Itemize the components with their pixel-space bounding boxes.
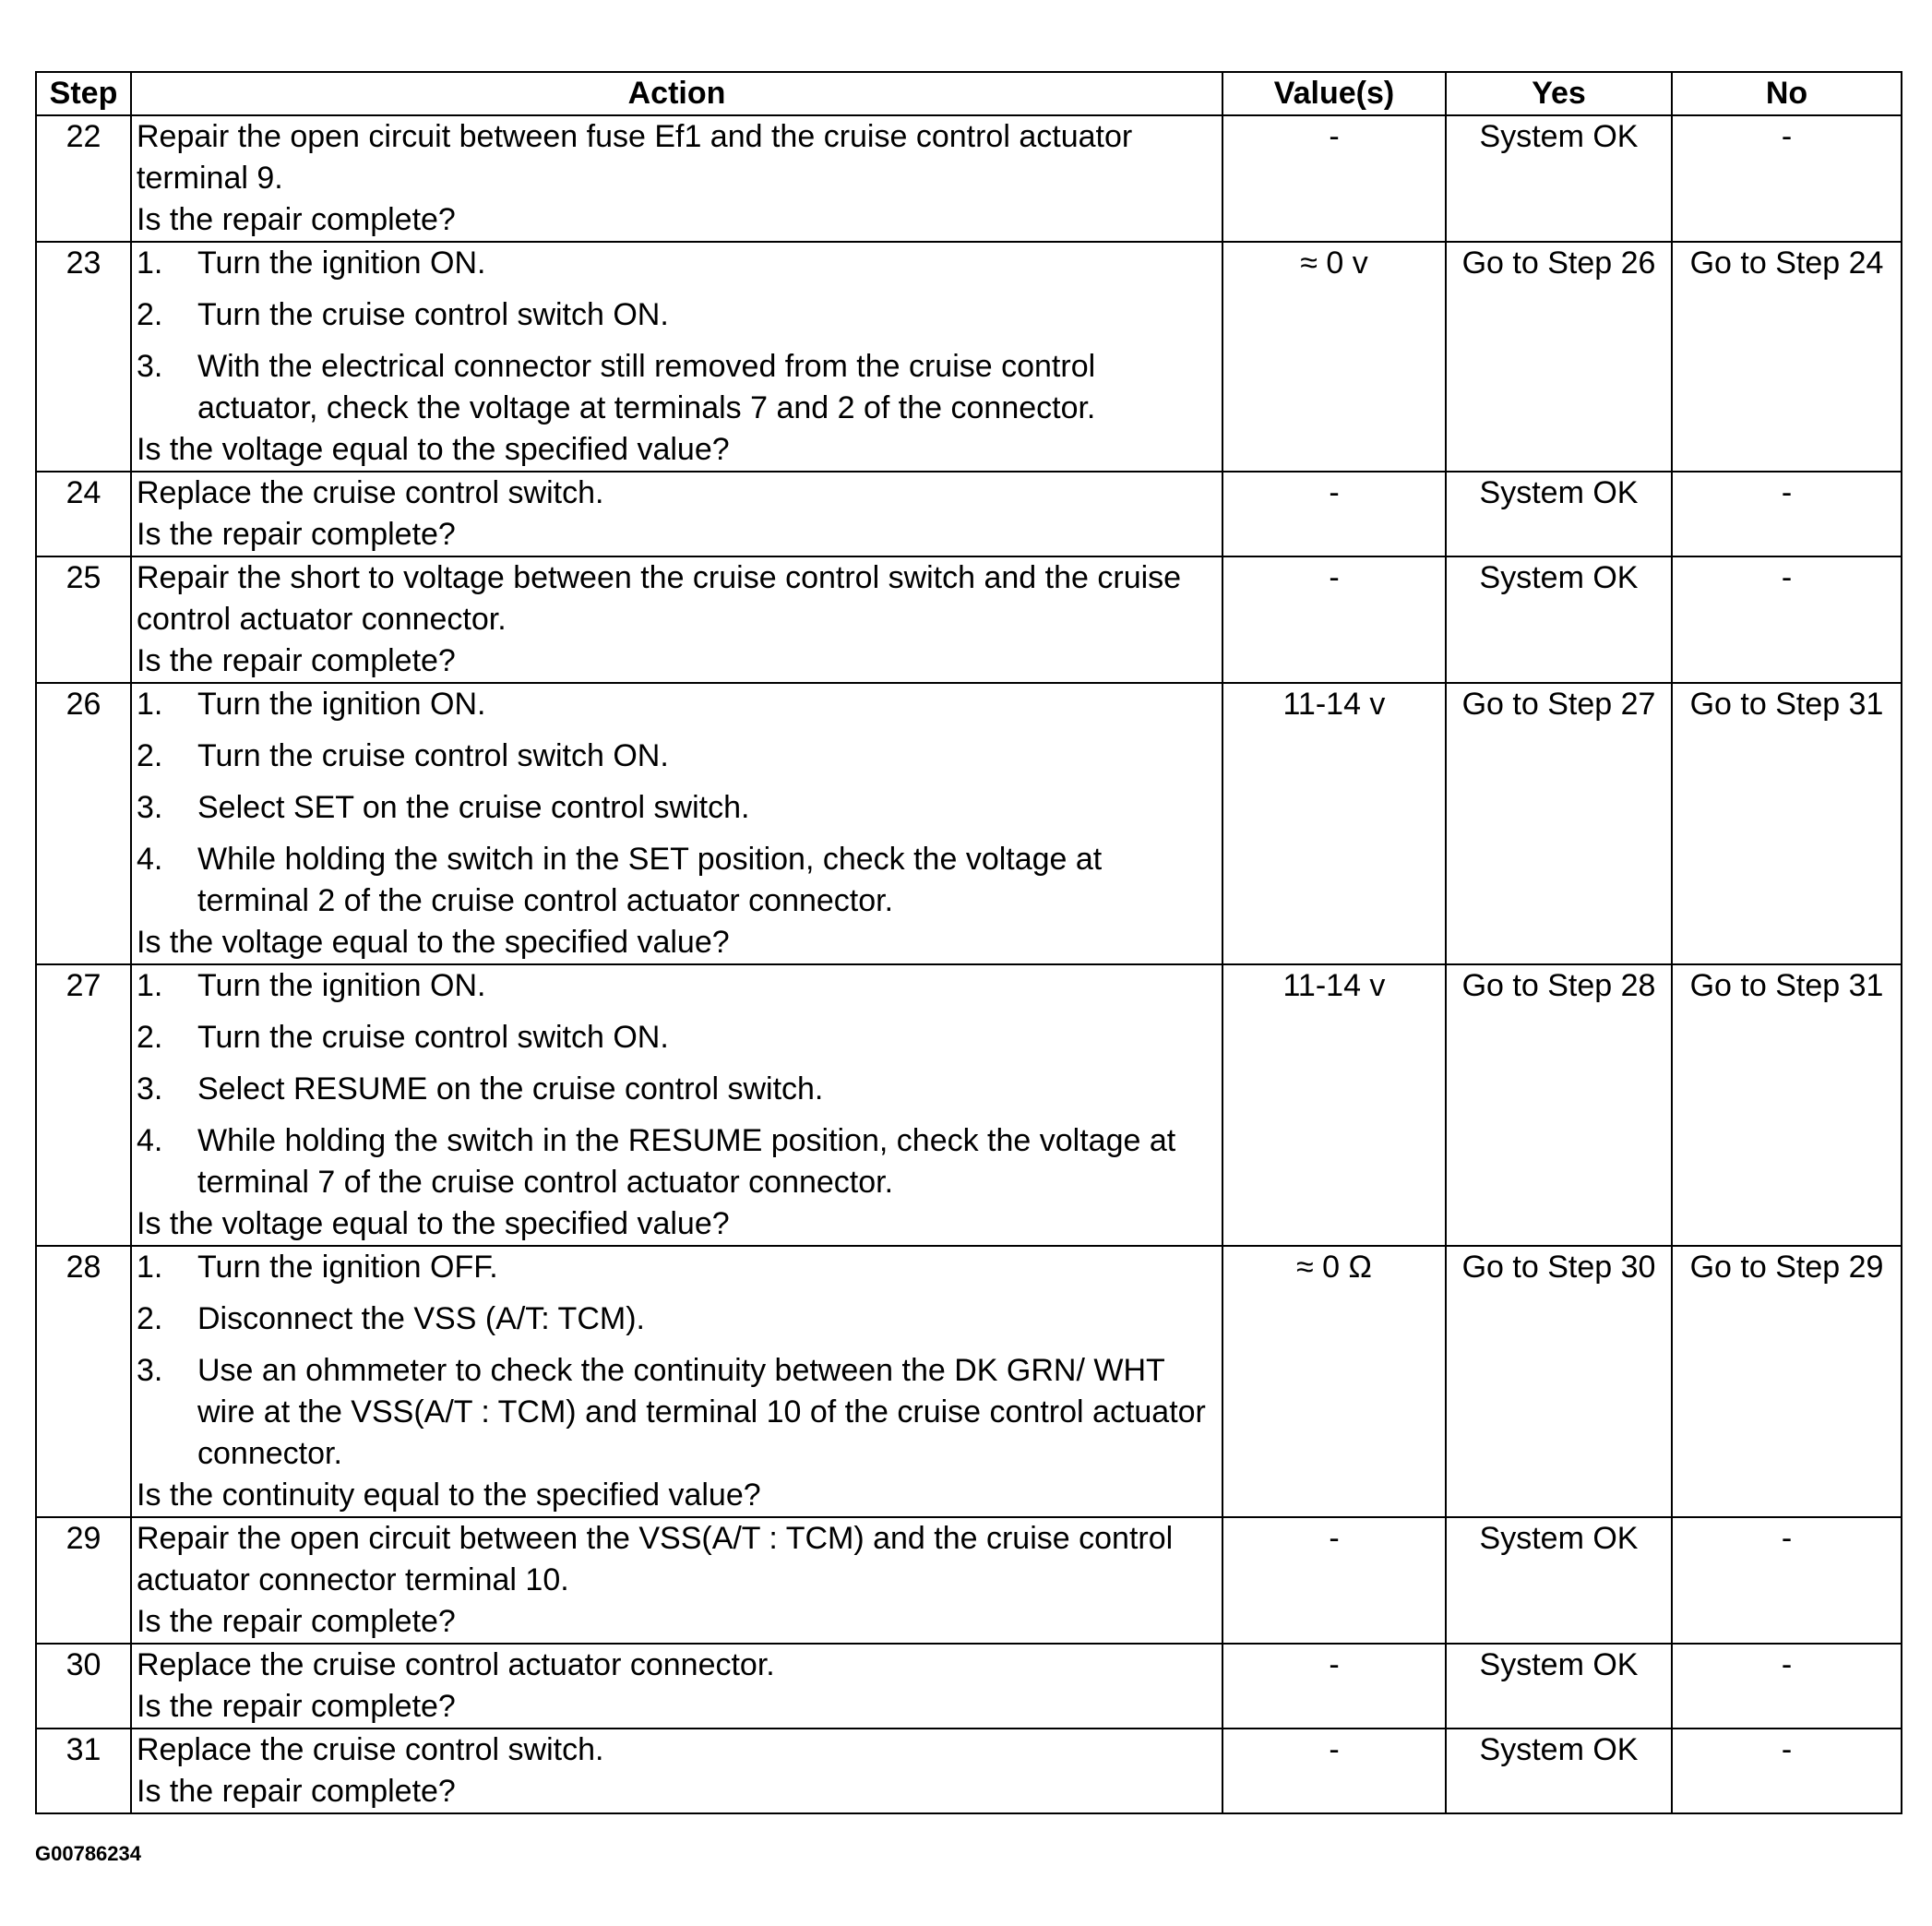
table-row [36,1644,1902,1729]
no-cell: Go to Step 31 [1672,683,1902,964]
item-text: Disconnect the VSS (A/T: TCM). [197,1301,645,1336]
header-yes: Yes [1446,72,1672,115]
action-question: Is the voltage equal to the specified value? [137,1206,730,1241]
no-cell: - [1672,1517,1902,1644]
yes-cell: System OK [1446,1517,1672,1644]
step-number: 31 [36,1729,131,1813]
table-body [36,115,1902,1813]
action-step-item [137,1298,1217,1340]
item-text: Turn the cruise control switch ON. [197,1020,669,1055]
action-step-item [137,1069,1217,1110]
yes-cell: System OK [1446,556,1672,683]
action-step-item [137,243,1217,284]
action-question: Is the voltage equal to the specified value? [137,925,730,960]
action-cell [131,472,1222,556]
value-cell: - [1222,1517,1446,1644]
yes-cell: Go to Step 27 [1446,683,1672,964]
action-step-item [137,1120,1217,1203]
table-row [36,683,1902,964]
table-row [36,1729,1902,1813]
action-cell [131,1517,1222,1644]
item-number: 4. [137,842,163,877]
action-line: Is the repair complete? [137,1774,456,1809]
item-text: Turn the ignition ON. [197,245,486,281]
item-text: Use an ohmmeter to check the continuity between the DK GRN/ WHT wire at the VSS(A/T : TCM) and terminal 10 of the cruise control actuator connector. [197,1353,1206,1471]
yes-cell: System OK [1446,115,1672,242]
action-line: Replace the cruise control switch. [137,1732,604,1767]
value-cell: ≈ 0 v [1222,242,1446,472]
item-number: 3. [137,790,163,825]
item-number: 1. [137,245,163,281]
step-number: 23 [36,242,131,472]
header-step: Step [36,72,131,115]
value-cell: - [1222,1729,1446,1813]
item-text: While holding the switch in the RESUME position, check the voltage at terminal 7 of the cruise control actuator connector. [197,1123,1176,1200]
action-line: Is the repair complete? [137,202,456,237]
action-line: Repair the open circuit between fuse Ef1 and the cruise control actuator terminal 9. [137,119,1133,196]
step-number: 30 [36,1644,131,1729]
action-line: Repair the short to voltage between the cruise control switch and the cruise control actuator connector. [137,560,1182,637]
yes-cell: Go to Step 26 [1446,242,1672,472]
yes-cell: System OK [1446,1729,1672,1813]
action-cell [131,1729,1222,1813]
table-row [36,115,1902,242]
no-cell: - [1672,472,1902,556]
yes-cell: System OK [1446,472,1672,556]
value-cell: - [1222,1644,1446,1729]
item-number: 2. [137,297,163,332]
no-cell: - [1672,1644,1902,1729]
item-number: 2. [137,738,163,773]
action-line: Replace the cruise control switch. [137,475,604,510]
item-number: 1. [137,1250,163,1285]
header-no: No [1672,72,1902,115]
item-number: 4. [137,1123,163,1158]
action-line: Is the repair complete? [137,517,456,552]
item-number: 2. [137,1020,163,1055]
step-number: 26 [36,683,131,964]
action-step-item [137,736,1217,777]
action-line: Replace the cruise control actuator connector. [137,1647,775,1682]
action-cell [131,1644,1222,1729]
action-question: Is the continuity equal to the specified value? [137,1477,761,1513]
item-text: While holding the switch in the SET position, check the voltage at terminal 2 of the cruise control actuator connector. [197,842,1103,918]
value-cell: - [1222,472,1446,556]
value-cell: 11-14 v [1222,683,1446,964]
item-number: 2. [137,1301,163,1336]
header-row [36,72,1902,115]
no-cell: - [1672,1729,1902,1813]
value-cell: ≈ 0 Ω [1222,1246,1446,1517]
item-number: 1. [137,968,163,1003]
diagnostic-table [35,71,1902,1814]
action-cell [131,1246,1222,1517]
header-action: Action [131,72,1222,115]
header-values: Value(s) [1222,72,1446,115]
no-cell: Go to Step 29 [1672,1246,1902,1517]
action-step-item [137,684,1217,725]
item-text: Select SET on the cruise control switch. [197,790,750,825]
no-cell: Go to Step 31 [1672,964,1902,1246]
step-number: 28 [36,1246,131,1517]
figure-id: G00786234 [35,1842,141,1865]
item-text: With the electrical connector still removed from the cruise control actuator, check the voltage at terminals 7 and 2 of the connector. [197,349,1096,425]
step-number: 29 [36,1517,131,1644]
action-cell [131,115,1222,242]
item-text: Turn the cruise control switch ON. [197,297,669,332]
step-number: 27 [36,964,131,1246]
item-text: Turn the ignition ON. [197,687,486,722]
step-number: 22 [36,115,131,242]
action-cell [131,556,1222,683]
table-row [36,472,1902,556]
item-text: Turn the ignition ON. [197,968,486,1003]
action-step-item [137,787,1217,829]
action-question: Is the voltage equal to the specified value? [137,432,730,467]
item-number: 3. [137,1353,163,1388]
table-row [36,556,1902,683]
action-step-item [137,965,1217,1007]
item-text: Select RESUME on the cruise control switch. [197,1071,824,1107]
item-number: 3. [137,1071,163,1107]
step-number: 25 [36,556,131,683]
item-text: Turn the ignition OFF. [197,1250,498,1285]
action-step-item [137,346,1217,429]
value-cell: - [1222,115,1446,242]
step-number: 24 [36,472,131,556]
action-line: Is the repair complete? [137,1604,456,1639]
no-cell: - [1672,115,1902,242]
action-step-item [137,1017,1217,1059]
action-step-item [137,1350,1217,1475]
yes-cell: Go to Step 28 [1446,964,1672,1246]
action-step-item [137,294,1217,336]
action-cell [131,964,1222,1246]
yes-cell: System OK [1446,1644,1672,1729]
item-number: 3. [137,349,163,384]
no-cell: - [1672,556,1902,683]
action-step-item [137,839,1217,922]
table-row [36,964,1902,1246]
yes-cell: Go to Step 30 [1446,1246,1672,1517]
table-row [36,242,1902,472]
action-cell [131,683,1222,964]
table-row [36,1246,1902,1517]
action-line: Repair the open circuit between the VSS(A/T : TCM) and the cruise control actuator connector terminal 10. [137,1521,1174,1597]
value-cell: 11-14 v [1222,964,1446,1246]
action-line: Is the repair complete? [137,643,456,678]
item-text: Turn the cruise control switch ON. [197,738,669,773]
item-number: 1. [137,687,163,722]
no-cell: Go to Step 24 [1672,242,1902,472]
action-line: Is the repair complete? [137,1689,456,1724]
table-row [36,1517,1902,1644]
action-cell [131,242,1222,472]
action-step-item [137,1247,1217,1288]
value-cell: - [1222,556,1446,683]
